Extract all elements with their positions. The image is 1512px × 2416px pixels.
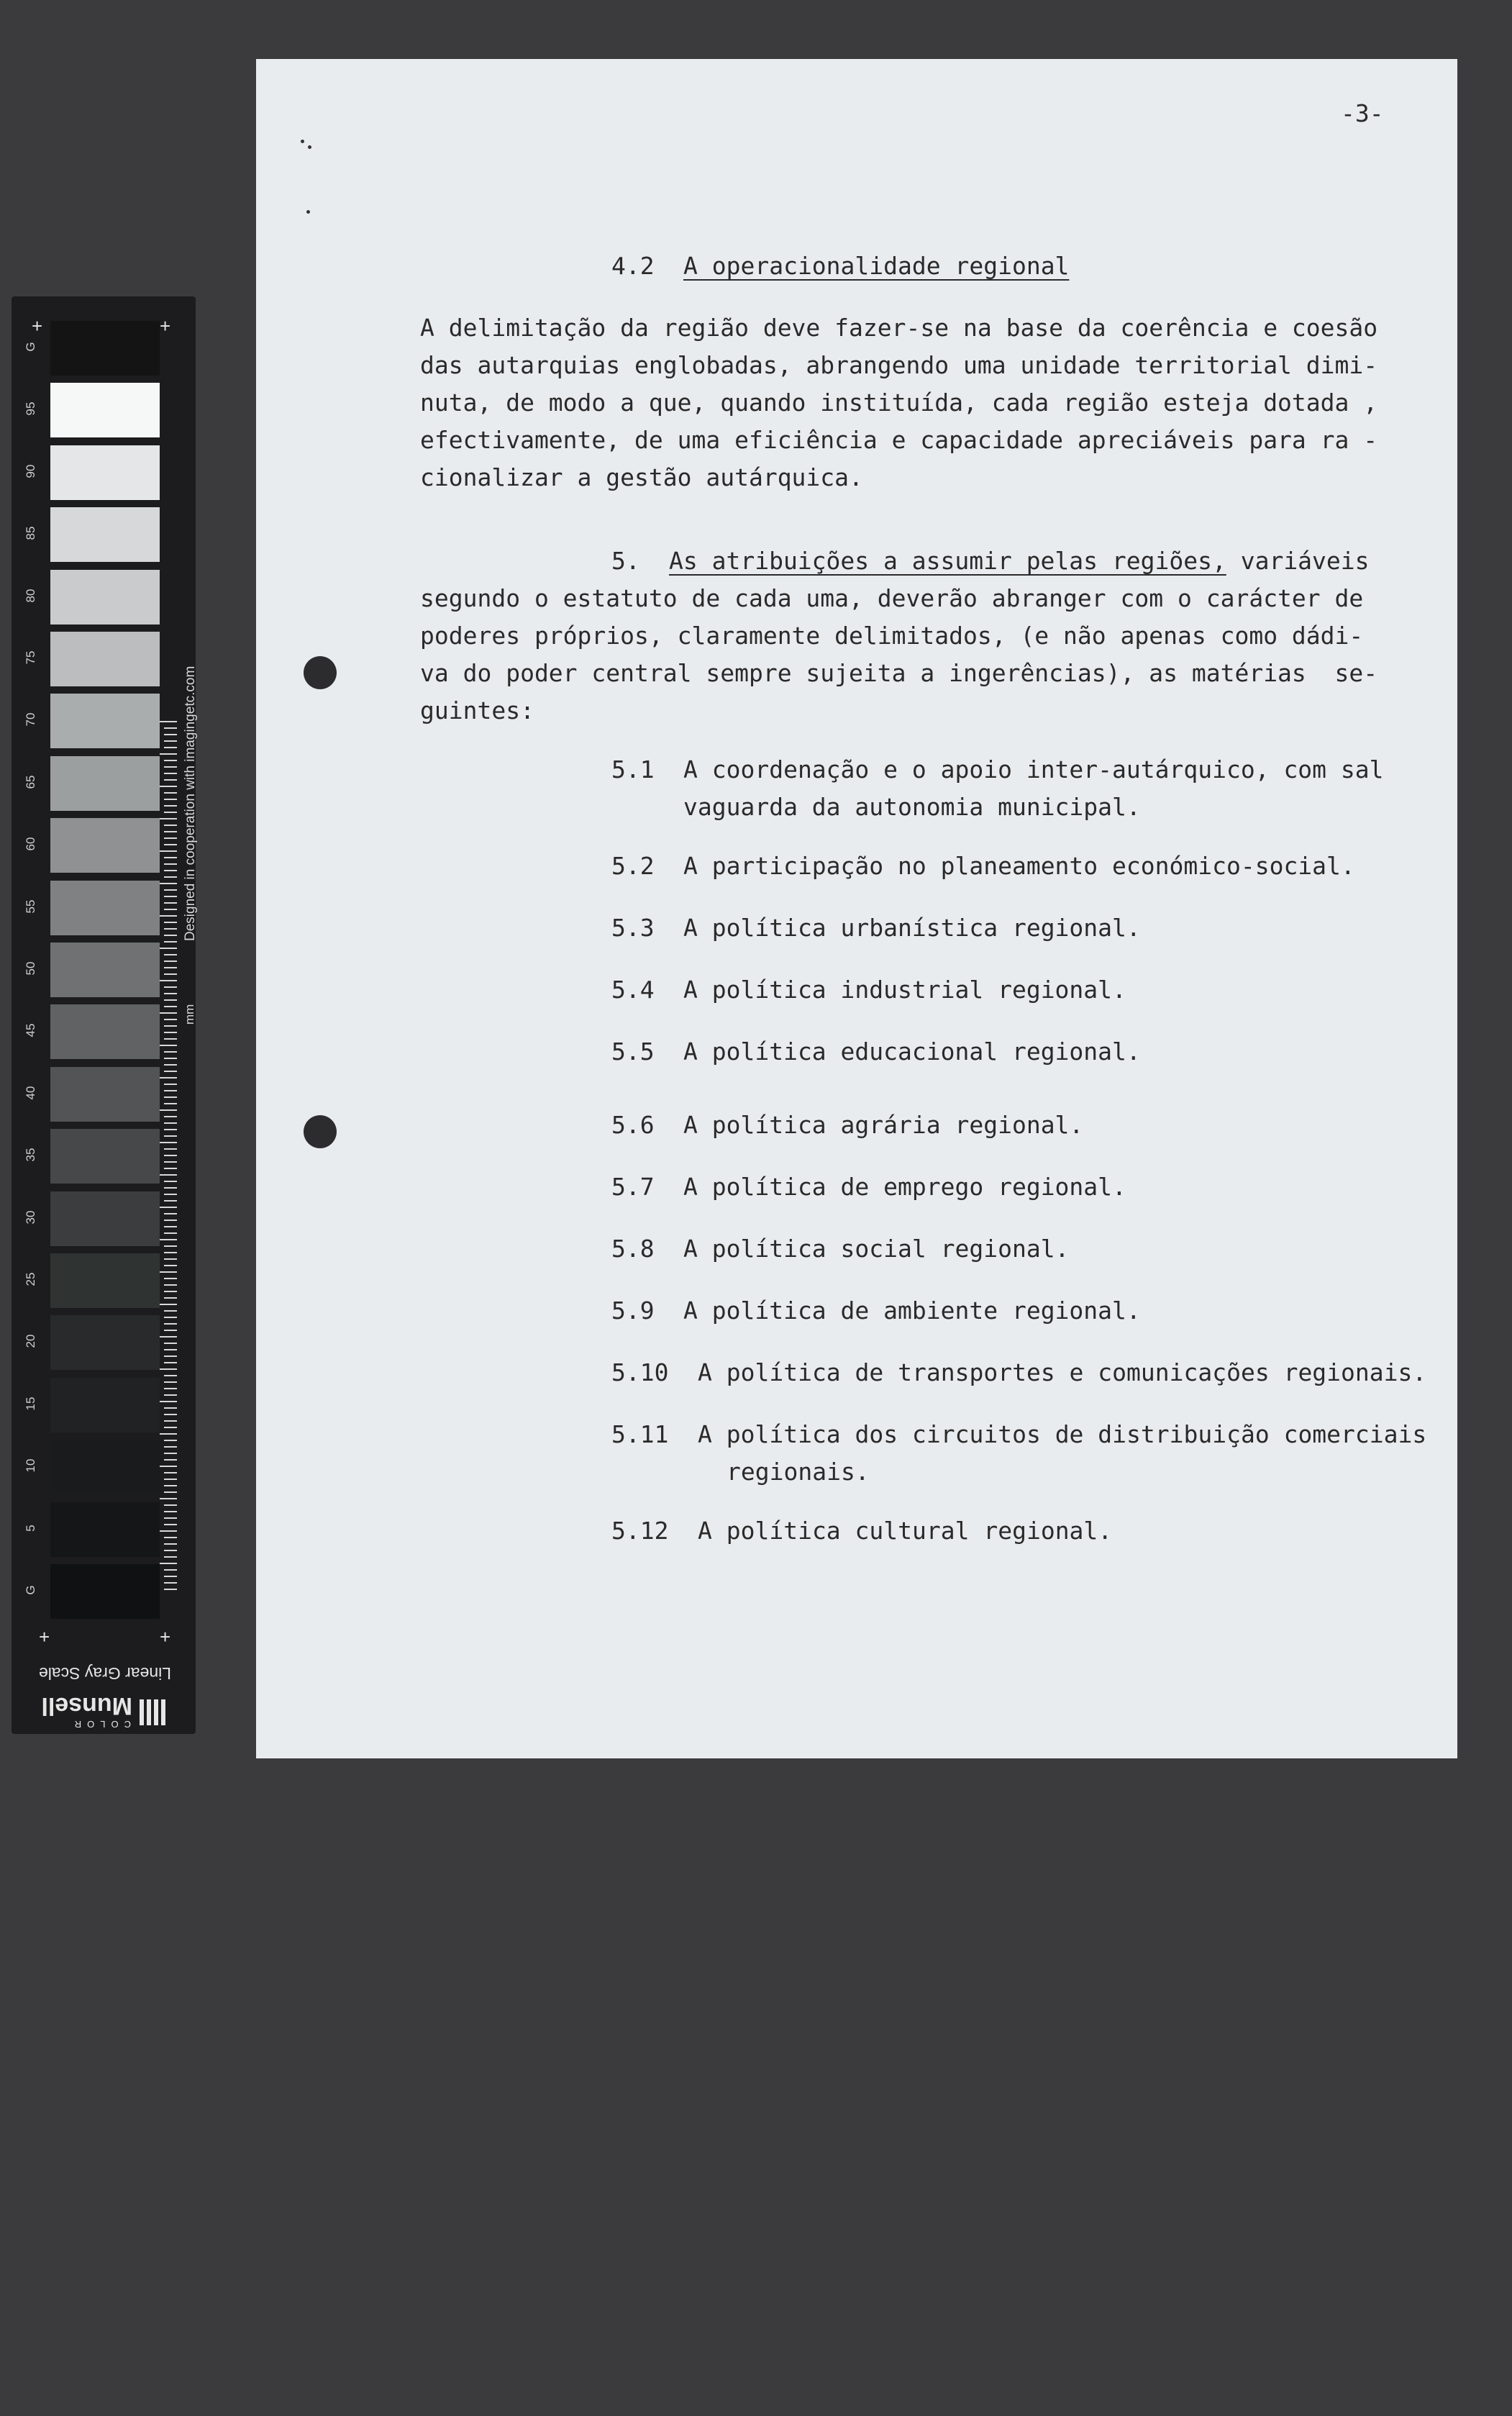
paragraph-line: guintes: xyxy=(420,696,534,725)
section-5-first-line-rest: variáveis xyxy=(1226,547,1370,575)
item-number: 5.7 xyxy=(611,1173,655,1201)
item-number: 5.4 xyxy=(611,976,655,1004)
munsell-logo xyxy=(33,1691,177,1731)
item-number: 5.10 xyxy=(611,1358,669,1386)
item-number: 5.9 xyxy=(611,1296,655,1325)
item-text: A participação no planeamento económico-social. xyxy=(683,852,1355,880)
gray-swatch xyxy=(50,507,160,562)
typed-text xyxy=(256,59,1457,1758)
mm-label: mm xyxy=(183,1004,196,1025)
section-4-2-title: A operacionalidade regional xyxy=(683,252,1070,280)
gray-scale-number: 35 xyxy=(24,1148,37,1162)
gray-swatch xyxy=(50,1129,160,1184)
gray-swatch xyxy=(50,1191,160,1246)
gray-scale-number: 45 xyxy=(24,1023,37,1037)
item-text: regionais. xyxy=(727,1458,870,1486)
gray-swatch xyxy=(50,881,160,935)
item-text: A política urbanística regional. xyxy=(683,914,1141,942)
gray-scale-number: 95 xyxy=(24,401,37,416)
gray-scale-number: 60 xyxy=(24,837,37,851)
millimeter-ruler xyxy=(164,721,177,1591)
page-number: -3- xyxy=(1341,99,1384,127)
item-text: A política social regional. xyxy=(683,1235,1070,1263)
gray-scale-number: 75 xyxy=(24,650,37,665)
gray-swatch xyxy=(50,1067,160,1122)
munsell-logo-icon xyxy=(140,1699,165,1725)
item-number: 5.1 xyxy=(611,755,655,784)
gray-swatch xyxy=(50,321,160,376)
gray-swatch xyxy=(50,445,160,500)
registration-mark: + xyxy=(39,1626,50,1648)
paragraph-line: poderes próprios, claramente delimitados, (e não apenas como dádi- xyxy=(420,622,1364,650)
gray-scale-number: 10 xyxy=(24,1458,37,1473)
paragraph-line: nuta, de modo a que, quando instituída, cada região esteja dotada , xyxy=(420,389,1378,417)
gray-scale-number: 90 xyxy=(24,464,37,478)
gray-scale-number: G xyxy=(24,342,37,352)
item-text: A política de emprego regional. xyxy=(683,1173,1126,1201)
gray-scale-number: G xyxy=(24,1585,37,1595)
gray-swatch xyxy=(50,570,160,625)
gray-scale-number: 15 xyxy=(24,1397,37,1411)
paragraph-line: efectivamente, de uma eficiência e capacidade apreciáveis para ra - xyxy=(420,426,1378,454)
item-text: A política de ambiente regional. xyxy=(683,1296,1141,1325)
gray-swatch xyxy=(50,1004,160,1059)
item-text: A política industrial regional. xyxy=(683,976,1126,1004)
gray-scale-number: 30 xyxy=(24,1210,37,1225)
paragraph-line: cionalizar a gestão autárquica. xyxy=(420,463,863,491)
munsell-brand: Munsell xyxy=(41,1692,132,1720)
gray-swatch xyxy=(50,756,160,811)
gray-swatch xyxy=(50,1440,160,1494)
item-number: 5.5 xyxy=(611,1037,655,1066)
gray-scale-number: 25 xyxy=(24,1272,37,1286)
item-text: vaguarda da autonomia municipal. xyxy=(683,793,1141,821)
gray-swatch xyxy=(50,632,160,686)
gray-swatch xyxy=(50,1253,160,1308)
paragraph-line: A delimitação da região deve fazer-se na base da coerência e coesão xyxy=(420,314,1378,342)
gray-scale-number: 20 xyxy=(24,1334,37,1348)
gray-scale-card xyxy=(12,296,196,1734)
item-text: A política educacional regional. xyxy=(683,1037,1141,1066)
gray-scale-number: 85 xyxy=(24,526,37,540)
item-number: 5.8 xyxy=(611,1235,655,1263)
designed-in-cooperation-text: Designed in cooperation with imagingetc.com xyxy=(183,666,198,941)
registration-mark: + xyxy=(160,1626,171,1648)
item-text: A política de transportes e comunicações regionais. xyxy=(698,1358,1427,1386)
item-text: A política agrária regional. xyxy=(683,1111,1084,1139)
document-page xyxy=(256,59,1457,1758)
gray-swatch xyxy=(50,1315,160,1370)
gray-swatch xyxy=(50,943,160,997)
item-text: A coordenação e o apoio inter-autárquico, com sal xyxy=(683,755,1384,784)
gray-scale-number: 40 xyxy=(24,1086,37,1100)
section-4-2-number: 4.2 xyxy=(611,252,655,280)
gray-swatch xyxy=(50,1378,160,1432)
gray-swatch xyxy=(50,818,160,873)
gray-scale-number: 50 xyxy=(24,961,37,976)
gray-swatch xyxy=(50,383,160,437)
item-text: A política cultural regional. xyxy=(698,1517,1113,1545)
gray-swatch xyxy=(50,1564,160,1619)
munsell-sub-label: COLOR xyxy=(68,1719,131,1730)
gray-scale-number: 55 xyxy=(24,899,37,914)
gray-swatch xyxy=(50,694,160,748)
item-number: 5.11 xyxy=(611,1420,669,1448)
item-number: 5.2 xyxy=(611,852,655,880)
paragraph-line: das autarquias englobadas, abrangendo uma unidade territorial dimi- xyxy=(420,351,1378,379)
registration-mark: + xyxy=(160,315,171,337)
gray-scale-number: 70 xyxy=(24,712,37,727)
item-number: 5.6 xyxy=(611,1111,655,1139)
registration-mark: + xyxy=(32,315,43,337)
paragraph-line: va do poder central sempre sujeita a ingerências), as matérias se- xyxy=(420,659,1378,687)
gray-swatch xyxy=(50,1502,160,1557)
linear-gray-scale-label: Linear Gray Scale xyxy=(38,1664,172,1683)
item-number: 5.3 xyxy=(611,914,655,942)
item-number: 5.12 xyxy=(611,1517,669,1545)
gray-scale-number: 65 xyxy=(24,775,37,789)
item-text: A política dos circuitos de distribuição comerciais xyxy=(698,1420,1427,1448)
gray-scale-number: 80 xyxy=(24,589,37,603)
section-5-number: 5. xyxy=(611,547,640,575)
gray-scale-number: 5 xyxy=(24,1524,37,1532)
paragraph-line: segundo o estatuto de cada uma, deverão abranger com o carácter de xyxy=(420,584,1364,612)
section-5-title: As atribuições a assumir pelas regiões, xyxy=(669,547,1226,575)
